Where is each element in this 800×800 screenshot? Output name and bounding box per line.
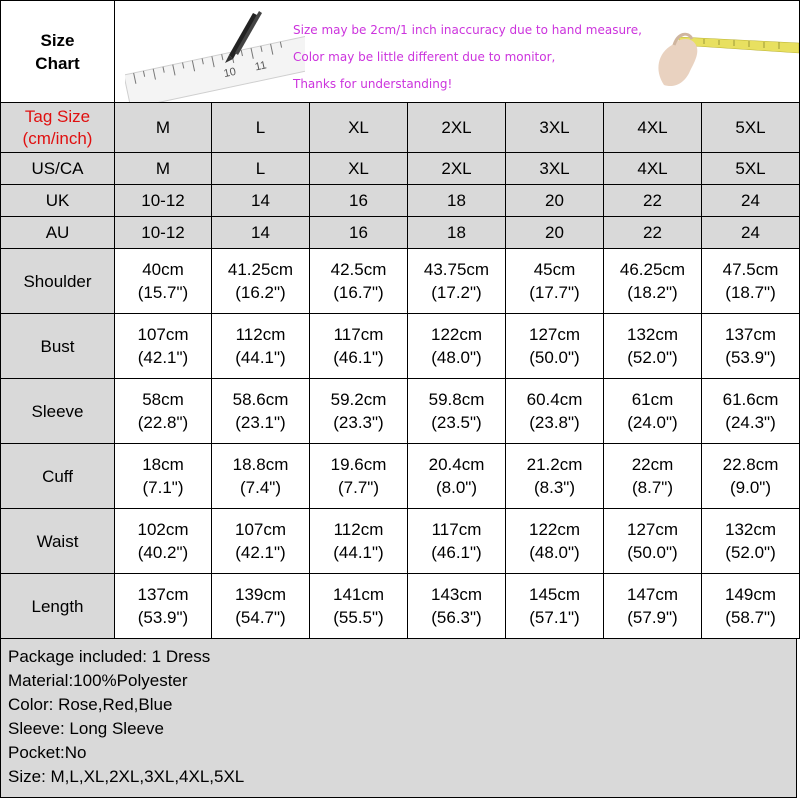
cm-value: 149cm <box>724 585 777 604</box>
size-cell: 20 <box>506 185 604 217</box>
cm-value: 18cm <box>142 455 184 474</box>
cm-value: 20.4cm <box>428 455 485 474</box>
measurement-cell <box>408 379 506 444</box>
cm-value: 107cm <box>234 520 287 539</box>
size-cell: 16 <box>310 217 408 249</box>
inch-value: (50.0") <box>529 348 580 367</box>
measurement-row <box>1 249 800 314</box>
inch-value: (46.1") <box>431 543 482 562</box>
row-label: AU <box>1 217 115 249</box>
row-label: Length <box>1 574 115 639</box>
size-header-cell: L <box>212 103 310 153</box>
size-cell: 2XL <box>408 153 506 185</box>
inch-value: (44.1") <box>333 543 384 562</box>
measurement-row <box>1 509 800 574</box>
cm-value: 137cm <box>137 585 189 604</box>
measurement-cell <box>212 574 310 639</box>
measurement-cell <box>604 509 702 574</box>
size-cell: 18 <box>408 185 506 217</box>
cm-value: 42.5cm <box>330 260 387 279</box>
size-cell: 14 <box>212 217 310 249</box>
cm-value: 19.6cm <box>330 455 387 474</box>
measurement-cell <box>408 574 506 639</box>
cm-value: 18.8cm <box>232 455 289 474</box>
measurement-cell <box>212 379 310 444</box>
measurement-cell <box>408 249 506 314</box>
inch-value: (23.1") <box>235 413 286 432</box>
hand-with-measuring-tape-icon <box>644 15 799 95</box>
measurement-cell <box>115 444 212 509</box>
cm-value: 112cm <box>235 325 286 344</box>
size-cell: 22 <box>604 185 702 217</box>
row-label: UK <box>1 185 115 217</box>
product-info <box>0 638 797 798</box>
inch-value: (23.3") <box>333 413 384 432</box>
measurement-cell <box>115 379 212 444</box>
inch-value: (44.1") <box>235 348 286 367</box>
measurement-cell <box>604 314 702 379</box>
cm-value: 147cm <box>626 585 679 604</box>
size-cell: 14 <box>212 185 310 217</box>
size-cell: 10-12 <box>115 217 212 249</box>
cm-value: 45cm <box>533 260 576 279</box>
measurement-cell <box>115 574 212 639</box>
measurement-row <box>1 379 800 444</box>
size-header-cell: XL <box>310 103 408 153</box>
measurement-cell <box>702 509 800 574</box>
cm-value: 59.8cm <box>428 390 485 409</box>
cm-value: 127cm <box>626 520 679 539</box>
inch-value: (48.0") <box>529 543 580 562</box>
measurement-cell <box>506 249 604 314</box>
measurement-cell <box>702 314 800 379</box>
size-cell: 22 <box>604 217 702 249</box>
info-line: Sleeve: Long Sleeve <box>8 719 164 738</box>
size-cell: 16 <box>310 185 408 217</box>
size-cell: 5XL <box>702 153 800 185</box>
info-line: Material:100%Polyester <box>8 671 188 690</box>
note-line: Color may be little different due to monitor, <box>293 50 556 64</box>
inch-value: (18.7") <box>725 283 776 302</box>
measurement-cell <box>506 379 604 444</box>
title-line-2: Chart <box>35 53 80 73</box>
cm-value: 107cm <box>137 325 189 344</box>
inch-value: (8.3") <box>534 478 575 497</box>
measurement-cell <box>310 509 408 574</box>
row-label: Shoulder <box>1 249 115 314</box>
measurement-cell <box>604 249 702 314</box>
measurement-cell <box>408 509 506 574</box>
cm-value: 137cm <box>724 325 777 344</box>
inch-value: (18.2") <box>627 283 678 302</box>
measurement-cell <box>310 249 408 314</box>
measurement-cell <box>604 574 702 639</box>
measurement-cell <box>115 249 212 314</box>
cm-value: 139cm <box>234 585 287 604</box>
measurement-row <box>1 574 800 639</box>
measurement-cell <box>506 314 604 379</box>
inch-value: (42.1") <box>137 348 189 367</box>
cm-value: 122cm <box>430 325 483 344</box>
measurement-cell <box>506 444 604 509</box>
size-cell: 18 <box>408 217 506 249</box>
measurement-cell <box>212 444 310 509</box>
cm-value: 112cm <box>333 520 384 539</box>
cm-value: 61.6cm <box>722 390 779 409</box>
size-header-cell: 2XL <box>408 103 506 153</box>
cm-value: 41.25cm <box>227 260 294 279</box>
measurement-cell <box>212 314 310 379</box>
inch-value: (24.0") <box>627 413 678 432</box>
info-line: Package included: 1 Dress <box>8 647 211 666</box>
measurement-cell <box>212 509 310 574</box>
size-header-cell: 5XL <box>702 103 800 153</box>
cm-value: 58.6cm <box>232 390 289 409</box>
size-cell: 20 <box>506 217 604 249</box>
inch-value: (23.5") <box>431 413 482 432</box>
measurement-cell <box>115 509 212 574</box>
cm-value: 117cm <box>431 520 482 539</box>
size-chart-title <box>1 1 115 103</box>
measurement-cell <box>702 379 800 444</box>
size-cell: L <box>212 153 310 185</box>
cm-value: 143cm <box>430 585 483 604</box>
svg-text:10: 10 <box>222 65 238 81</box>
inch-value: (54.7") <box>235 608 286 627</box>
measurement-cell <box>604 379 702 444</box>
inch-value: (52.0") <box>725 543 776 562</box>
pencil-icon <box>207 5 267 65</box>
size-cell: M <box>115 153 212 185</box>
region-row <box>1 185 800 217</box>
inch-value: (15.7") <box>137 283 189 302</box>
size-cell: 4XL <box>604 153 702 185</box>
inch-value: (23.8") <box>529 413 580 432</box>
inch-value: (8.0") <box>436 478 477 497</box>
inch-value: (24.3") <box>725 413 776 432</box>
inch-value: (57.9") <box>627 608 678 627</box>
inch-value: (22.8") <box>137 413 189 432</box>
row-label: US/CA <box>1 153 115 185</box>
measurement-cell <box>310 379 408 444</box>
tag-size-label: Tag Size (cm/inch) <box>1 103 115 153</box>
size-header-cell: 4XL <box>604 103 702 153</box>
inch-value: (16.7") <box>333 283 384 302</box>
cm-value: 47.5cm <box>722 260 779 279</box>
cm-value: 141cm <box>332 585 385 604</box>
note-line: Thanks for understanding! <box>293 77 453 91</box>
inch-value: (55.5") <box>333 608 384 627</box>
cm-value: 22.8cm <box>722 455 779 474</box>
row-label: Cuff <box>1 444 115 509</box>
region-row <box>1 217 800 249</box>
measurement-notes <box>293 17 642 98</box>
svg-text:11: 11 <box>253 59 268 74</box>
measurement-row <box>1 314 800 379</box>
title-line-1: Size <box>40 30 75 50</box>
inch-value: (17.7") <box>529 283 580 302</box>
cm-value: 122cm <box>528 520 581 539</box>
inch-value: (9.0") <box>730 478 771 497</box>
size-cell: 24 <box>702 185 800 217</box>
info-line: Color: Rose,Red,Blue <box>8 695 173 714</box>
measurement-cell <box>702 574 800 639</box>
measurement-cell <box>408 444 506 509</box>
row-label: Waist <box>1 509 115 574</box>
header-banner <box>115 1 800 103</box>
measurement-cell <box>115 314 212 379</box>
inch-value: (42.1") <box>235 543 286 562</box>
cm-value: 132cm <box>626 325 679 344</box>
inch-value: (7.1") <box>142 478 184 497</box>
info-line: Size: M,L,XL,2XL,3XL,4XL,5XL <box>8 767 245 786</box>
measurement-cell <box>408 314 506 379</box>
inch-value: (50.0") <box>627 543 678 562</box>
measurement-row <box>1 444 800 509</box>
measurement-cell <box>702 444 800 509</box>
cm-value: 43.75cm <box>423 260 490 279</box>
inch-value: (58.7") <box>725 608 776 627</box>
inch-value: (53.9") <box>137 608 189 627</box>
inch-value: (40.2") <box>137 543 189 562</box>
size-cell: XL <box>310 153 408 185</box>
size-cell: 10-12 <box>115 185 212 217</box>
inch-value: (52.0") <box>627 348 678 367</box>
size-cell: 24 <box>702 217 800 249</box>
measurement-cell <box>310 314 408 379</box>
note-line: Size may be 2cm/1 inch inaccuracy due to hand measure, <box>293 23 642 37</box>
cm-value: 21.2cm <box>526 455 583 474</box>
measurement-cell <box>310 444 408 509</box>
cm-value: 58cm <box>142 390 184 409</box>
inch-value: (16.2") <box>235 283 286 302</box>
row-label: Bust <box>1 314 115 379</box>
size-header-cell: 3XL <box>506 103 604 153</box>
cm-value: 127cm <box>528 325 581 344</box>
cm-value: 59.2cm <box>330 390 387 409</box>
measurement-cell <box>702 249 800 314</box>
cm-value: 22cm <box>631 455 674 474</box>
measurement-cell <box>604 444 702 509</box>
inch-value: (7.4") <box>240 478 281 497</box>
measurement-cell <box>506 574 604 639</box>
measurement-cell <box>310 574 408 639</box>
size-header-cell: M <box>115 103 212 153</box>
inch-value: (57.1") <box>529 608 580 627</box>
inch-value: (56.3") <box>431 608 482 627</box>
cm-value: 132cm <box>724 520 777 539</box>
size-cell: 3XL <box>506 153 604 185</box>
row-label: Sleeve <box>1 379 115 444</box>
info-line: Pocket:No <box>8 743 87 762</box>
measurement-cell <box>506 509 604 574</box>
cm-value: 40cm <box>142 260 184 279</box>
cm-value: 102cm <box>137 520 189 539</box>
cm-value: 145cm <box>528 585 581 604</box>
region-row <box>1 153 800 185</box>
inch-value: (53.9") <box>725 348 776 367</box>
cm-value: 61cm <box>631 390 674 409</box>
inch-value: (7.7") <box>338 478 379 497</box>
cm-value: 117cm <box>333 325 384 344</box>
inch-value: (48.0") <box>431 348 482 367</box>
inch-value: (46.1") <box>333 348 384 367</box>
measurement-cell <box>212 249 310 314</box>
inch-value: (17.2") <box>431 283 482 302</box>
cm-value: 46.25cm <box>619 260 686 279</box>
cm-value: 60.4cm <box>526 390 583 409</box>
inch-value: (8.7") <box>632 478 673 497</box>
